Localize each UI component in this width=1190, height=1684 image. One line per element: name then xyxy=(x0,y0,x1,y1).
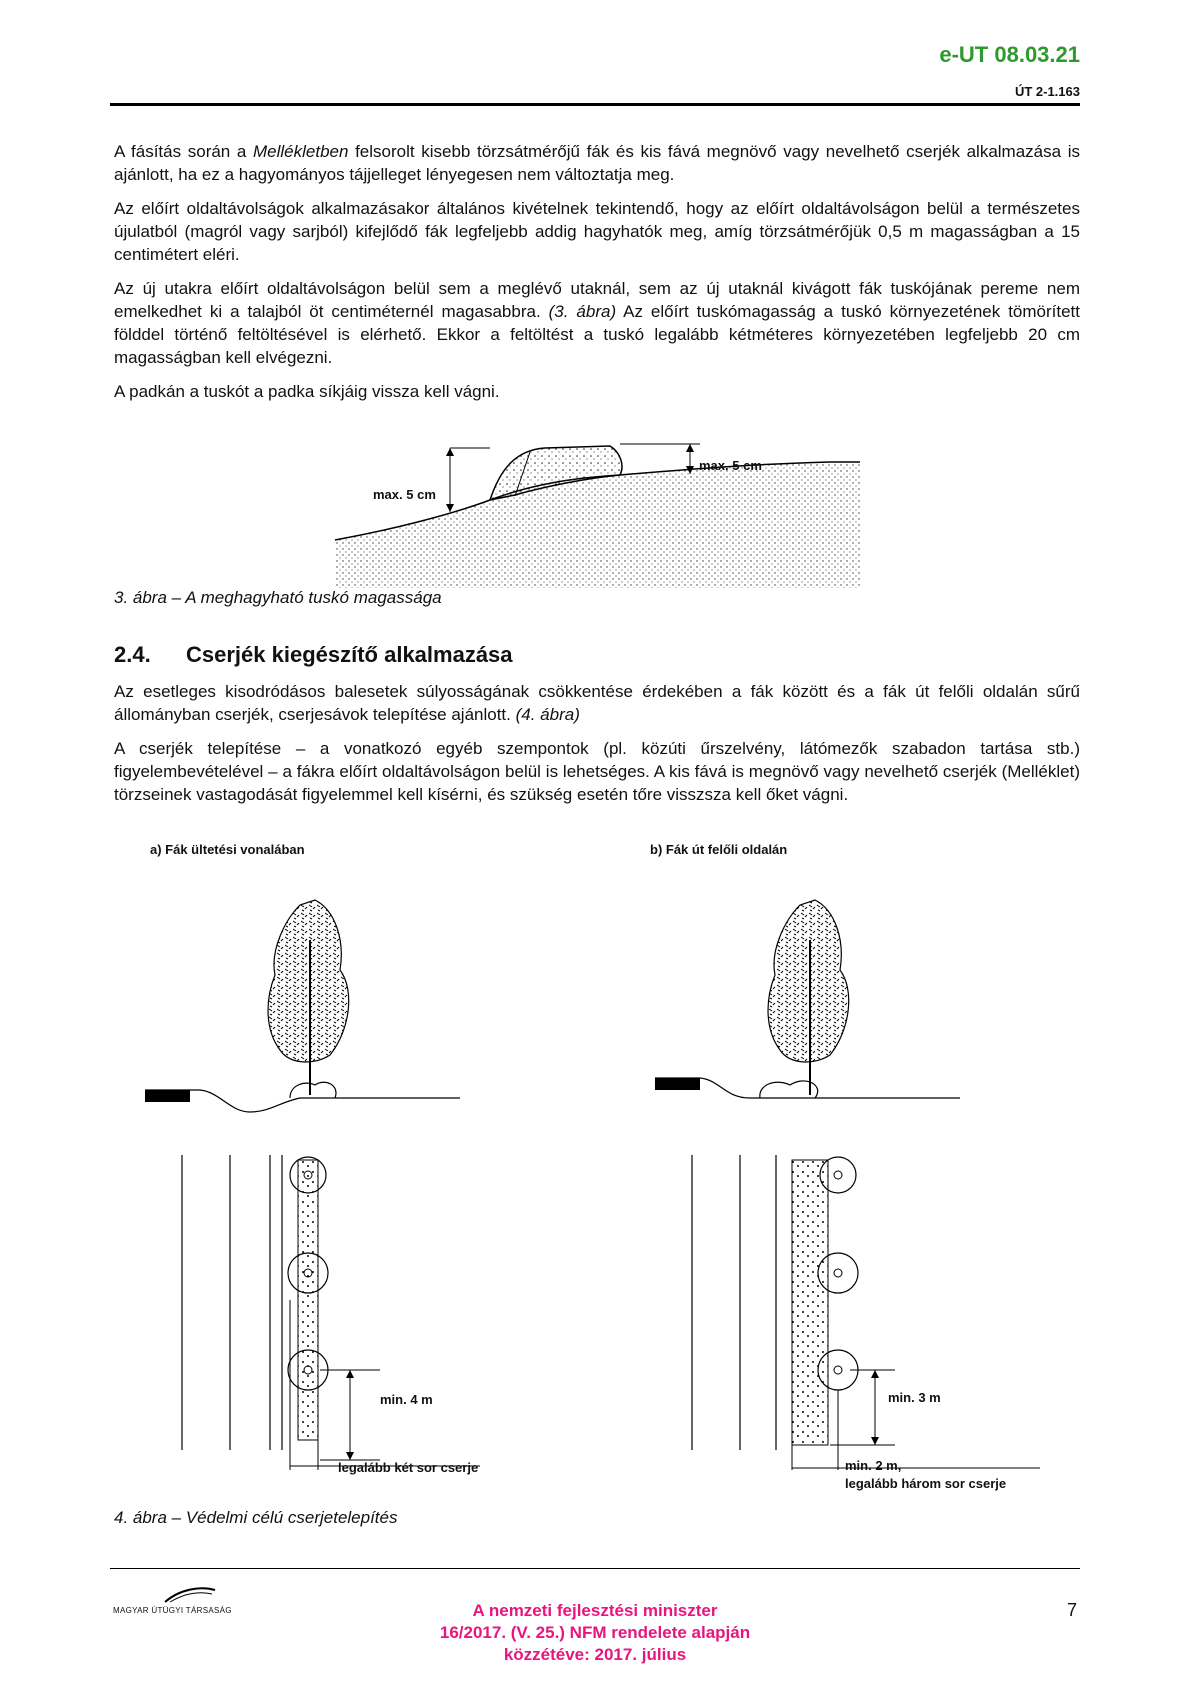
figure-4-caption: 4. ábra – Védelmi célú cserjetelepítés xyxy=(114,1508,398,1527)
paragraph-2: Az előírt oldaltávolságok alkalmazásakor általános kivételnek tekintendő, hogy az előírt oldaltávolságon belül a természetes újulatból (magról vagy sarjból) kifejlődő fák legfeljebb addig hagyhatók meg, amíg törzsátmérőjük 0,5 m magasságban a 15 centimétert eléri. xyxy=(114,199,1080,264)
section-number: 2.4. xyxy=(114,642,151,667)
fig4a-dimension-label: min. 4 m xyxy=(380,1392,433,1407)
section-paragraph-1-emphasis: (4. ábra) xyxy=(515,705,580,724)
paragraph-3 xyxy=(114,277,1080,369)
standard-reference: ÚT 2-1.163 xyxy=(1014,84,1080,99)
paragraph-4: A padkán a tuskót a padka síkjáig vissza kell vágni. xyxy=(114,382,500,401)
paragraph-1-text-a: A fásítás során a xyxy=(114,142,253,161)
footer-rule xyxy=(110,1568,1080,1569)
footer-line-1: A nemzeti fejlesztési miniszter xyxy=(472,1601,718,1620)
ground-line xyxy=(145,1090,460,1112)
paragraph-3-emphasis: (3. ábra) xyxy=(548,302,617,321)
ground-profile xyxy=(335,462,860,588)
fig4a-bottom-label: legalább két sor cserje xyxy=(338,1460,479,1475)
paragraph-3-text-a: Az új utakra előírt oldaltávolságon belül sem a meglévő utaknál, sem az új utaknál kivágott fák tuskójának pereme nem emelkedhet ki a talajból öt centiméternél magasabbra. xyxy=(114,279,1080,321)
society-logo-icon xyxy=(160,1584,220,1604)
section-title: Cserjék kiegészítő alkalmazása xyxy=(186,642,513,667)
section-heading xyxy=(114,642,513,668)
fig4b-dimension-label: min. 3 m xyxy=(888,1390,941,1405)
section-paragraph-1 xyxy=(114,680,1080,726)
fig4a-tree-elevation xyxy=(140,880,470,1130)
body-text-section xyxy=(114,680,1080,817)
fig3-label-left: max. 5 cm xyxy=(373,487,436,502)
fig4-subtitle-b: b) Fák út felőli oldalán xyxy=(650,842,788,857)
road-edge xyxy=(655,1078,700,1090)
shrub-strip xyxy=(298,1160,318,1440)
tree-crown xyxy=(268,900,349,1062)
paragraph-3-text-b: Az előírt tuskómagasság a tuskó környezetének tömörített földdel történő feltöltésével is elérhető. Ekkor a feltöltést a tuskó legalább kétméteres környezetében legfeljebb 20 cm magasságban kell elvégezni. xyxy=(114,302,1080,367)
paragraph-1-text-b: felsorolt kisebb törzsátmérőjű fák és kis fává megnövő vagy nevelhető cserjék alkalmazása is ajánlott, ha ez a hagyományos tájjelleget lényegesen nem változtatja meg. xyxy=(114,142,1080,184)
paragraph-1 xyxy=(114,140,1080,186)
fig4a-plan-view xyxy=(170,1150,520,1470)
road-edge xyxy=(145,1090,190,1102)
section-paragraph-2: A cserjék telepítése – a vonatkozó egyéb szempontok (pl. közúti űrszelvény, látómezők szabadon tartása stb.) figyelembevételével – a fákra előírt oldaltávolságon belül is lehetséges. A kis fává is megnövő vagy nevelhető cserjék (Melléklet) törzseinek vastagodását figyelemmel kell kísérni, és szükség esetén tőre visszsza kell őket vágni. xyxy=(114,739,1080,804)
fig4-subtitle-a: a) Fák ültetési vonalában xyxy=(150,842,305,857)
shrub-strip xyxy=(792,1160,828,1445)
figure-3-caption: 3. ábra – A meghagyható tuskó magassága xyxy=(114,588,442,607)
fig4b-bottom-label-2: legalább három sor cserje xyxy=(845,1476,1007,1491)
shrub xyxy=(290,1082,336,1098)
document-code: e-UT 08.03.21 xyxy=(939,42,1080,67)
figure-3-stump-diagram xyxy=(330,440,870,590)
section-paragraph-1-text: Az esetleges kisodródásos balesetek súlyosságának csökkentése érdekében a fák között és a fák út felőli oldalán sűrű állományban cserjék, cserjesávok telepítése ajánlott. xyxy=(114,682,1080,724)
page-number: 7 xyxy=(1066,1600,1077,1620)
footer-line-3: közzétéve: 2017. július xyxy=(503,1645,687,1664)
fig4b-tree-elevation xyxy=(640,880,970,1130)
footer-line-2: 16/2017. (V. 25.) NFM rendelete alapján xyxy=(439,1623,751,1642)
fig4b-bottom-label-1: min. 2 m, xyxy=(845,1458,902,1473)
body-text-top xyxy=(114,140,1080,414)
header-rule xyxy=(110,103,1080,106)
fig4b-plan-view xyxy=(680,1150,1050,1470)
fig3-label-right: max. 5 cm xyxy=(699,458,762,473)
society-logo-text: MAGYAR ÚTÜGYI TÁRSASÁG xyxy=(113,1606,232,1615)
footer-publication-note xyxy=(370,1600,820,1666)
paragraph-1-emphasis: Mellékletben xyxy=(252,142,349,161)
tree-crown xyxy=(768,900,849,1062)
